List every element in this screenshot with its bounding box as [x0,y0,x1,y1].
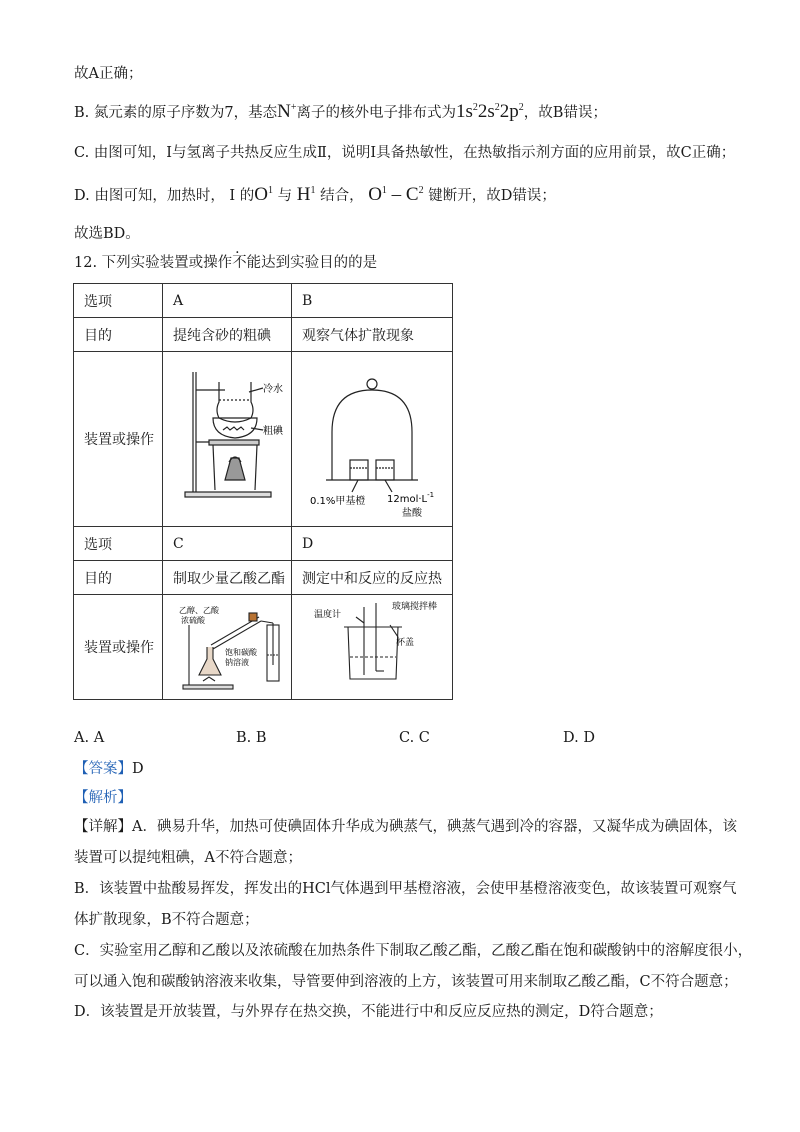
text-line-2: B. 氮元素的原子序数为7，基态N+离子的核外电子排布式为$1s^22s^22p^2$，故B错误； [74,101,607,122]
detail-line-4: 体扩散现象，B不符合题意； [74,912,259,928]
label-sulfuric-acid: 浓硫酸 [181,616,205,625]
label-ethanol-acetic: 乙醇、乙酸 [179,606,219,615]
cell-purpose-d: 测定中和反应的反应热 [292,561,453,595]
cell-apparatus-a [163,352,292,527]
label-sodium-solution: 钠溶液 [225,658,249,667]
cell-purpose-a: 提纯含砂的粗碘 [163,318,292,352]
cell-apparatus-d [292,595,453,700]
cell-option-d: D [292,527,453,561]
label-crude-iodine: 粗碘 [263,426,283,437]
nitrogen-ion: N+ [277,101,297,122]
calorimeter-figure [292,595,452,695]
cell-apparatus-c [163,595,292,700]
detail-line-3: B．该装置中盐酸易挥发，挥发出的HCl气体遇到甲基橙溶液，会使甲基橙溶液变色，故该装置可观察气 [74,881,737,897]
choice-a: A. A [74,730,105,746]
answer-line [74,759,144,779]
choice-b: B. B [236,730,267,746]
diffusion-apparatus-figure [292,352,452,522]
cell-option-b: B [292,284,453,318]
o-c-bond: $O^1 - C^2$ [368,184,424,205]
text-line-5: 故选BD。 [74,226,140,242]
label-hcl-concentration: $12mol\cdot L^{-1}$ [387,491,435,505]
label-cup-lid: 杯盖 [396,638,415,648]
label-saturated-carbonate: 饱和碳酸 [225,648,257,657]
cell-header-apparatus-2: 装置或操作 [74,595,163,700]
analysis-label: 【解析】 [74,790,132,806]
cell-option-c: C [163,527,292,561]
cell-purpose-b: 观察气体扩散现象 [292,318,453,352]
choice-c: C. C [399,730,430,746]
electron-configuration: $1s^22s^22p^2$ [455,101,524,122]
detail-line-7: D．该装置是开放装置，与外界存在热交换，不能进行中和反应反应热的测定，D符合题意； [74,1004,663,1020]
detail-line-6: 可以通入饱和碳酸钠溶液来收集，导管要伸到溶液的上方，该装置可用来制取乙酸乙酯，C不符合题意； [74,974,738,990]
cell-header-option: 选项 [74,284,163,318]
label-methyl-orange: 0.1%甲基橙 [310,496,366,507]
text-line-4: D. 由图可知，加热时， I 的$O^1$ 与 $H^1$ 结合， $O^1 - C^2$ 键断开，故D错误； [74,184,556,205]
ester-apparatus-figure [163,595,291,695]
text-line-3: C. 由图可知，I与氢离子共热反应生成Ⅱ，说明I具备热敏性，在热敏指示剂方面的应用前景，故C正确； [74,145,736,161]
choice-d: D. D [563,730,595,746]
label-hydrochloric-acid: 盐酸 [402,508,422,519]
hydrogen-atom: $H^1$ [296,184,316,205]
text-line-1: 故A正确； [74,66,143,82]
label-glass-stirrer: 玻璃搅拌棒 [392,602,438,612]
options-table [73,283,453,700]
question-stem: 12. 下列实验装置或操作不能达到实验目的的是 [74,255,378,271]
cell-option-a: A [163,284,292,318]
cell-purpose-c: 制取少量乙酸乙酯 [163,561,292,595]
detail-line-1: 【详解】A．碘易升华，加热可使碘固体升华成为碘蒸气，碘蒸气遇到冷的容器，又凝华成为碘固体，该 [74,819,737,835]
cell-header-purpose: 目的 [74,318,163,352]
detail-line-5: C．实验室用乙醇和乙酸以及浓硫酸在加热条件下制取乙酸乙酯，乙酸乙酯在饱和碳酸钠中的溶解度很小， [74,943,753,959]
detail-line-2: 装置可以提纯粗碘，A不符合题意； [74,850,302,866]
answer-label: 【答案】 [74,761,132,777]
cell-header-option-2: 选项 [74,527,163,561]
oxygen-atom: $O^1$ [254,184,274,205]
answer-value: D [132,761,144,777]
label-thermometer: 温度计 [314,610,342,620]
emphasis-not: 不能 [232,255,262,271]
cell-header-apparatus: 装置或操作 [74,352,163,527]
label-cold-water: 冷水 [263,384,283,395]
cell-apparatus-b [292,352,453,527]
sublimation-apparatus-figure [163,352,291,522]
cell-header-purpose-2: 目的 [74,561,163,595]
